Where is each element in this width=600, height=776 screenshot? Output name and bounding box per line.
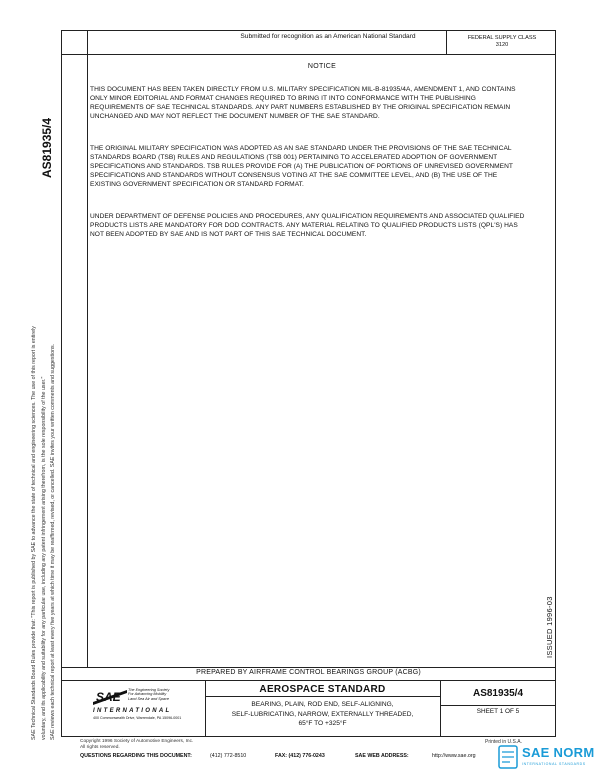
standard-type: AEROSPACE STANDARD xyxy=(259,684,386,695)
federal-supply-class-label: FEDERAL SUPPLY CLASS xyxy=(467,35,537,41)
sae-tagline-line: The Engineering Society xyxy=(128,688,170,692)
header-divider xyxy=(61,54,556,55)
notice-title: NOTICE xyxy=(307,63,337,70)
part-title-line: SELF-LUBRICATING, NARROW, EXTERNALLY THREADED, xyxy=(231,710,414,718)
docnum-divider xyxy=(440,705,556,706)
prepared-by: PREPARED BY AIRFRAME CONTROL BEARINGS GROUP (ACBG) xyxy=(196,669,421,676)
sae-tagline xyxy=(128,688,188,701)
questions-label: QUESTIONS REGARDING THIS DOCUMENT: xyxy=(80,753,192,759)
prepared-divider-top xyxy=(61,667,556,668)
sae-tagline-line: Land Sea Air and Space xyxy=(128,696,170,701)
sae-international: INTERNATIONAL xyxy=(93,708,172,714)
sheet-number: SHEET 1 OF 5 xyxy=(476,708,520,715)
part-title-line: BEARING, PLAIN, ROD END, SELF-ALIGNING, xyxy=(251,701,394,708)
part-title xyxy=(207,700,438,729)
page-frame xyxy=(61,30,556,737)
federal-supply-class xyxy=(450,35,554,49)
web-address-link[interactable]: http://www.sae.org xyxy=(432,753,476,759)
side-disclaimer xyxy=(30,200,59,740)
questions-phone: (412) 772-8510 xyxy=(210,753,247,759)
side-divider xyxy=(87,30,88,667)
sae-logo xyxy=(93,688,127,706)
prepared-divider-bottom xyxy=(61,680,556,681)
notice-paragraph-3: UNDER DEPARTMENT OF DEFENSE POLICIES AND PROCEDURES, ANY QUALIFICATION REQUIREMENTS AND ASSOCIATED QUALIFIED PRODUCTS LISTS ARE MANDATORY FOR DOD CONTRACTS. ANY MATERIAL RELATING TO QUALIFIED PRODUCTS LISTS (QPL'S) HAS NOT BEEN ADOPTED BY SAE AND IS NOT PART OF THIS SAE TECHNICAL DOCUMENT. xyxy=(90,213,525,239)
disclaimer-line: voluntary, and its applicability and suitability for any particular use, including any patent infringement arising therefrom, is the sole responsibility of the user." xyxy=(40,376,47,740)
notice-paragraph-2: THE ORIGINAL MILITARY SPECIFICATION WAS ADOPTED AS AN SAE STANDARD UNDER THE PROVISIONS OF THE SAE TECHNICAL STANDARDS BOARD (TSB) RULES AND REGULATIONS (TSB 001) PERTAINING TO ACCELERATED ADOPTION OF GOVERNMENT SPECIFICATIONS AND STANDARDS. TSB RULES PROVIDE FOR (A) THE PUBLICATION OF PORTIONS OF UNREVISED GOVERNMENT SPECIFICATIONS AND STANDARDS WITHOUT CONSENSUS VOTING AT THE SAE COMMITTEE LEVEL, AND (B) THE USE OF THE EXISTING GOVERNMENT SPECIFICATION OR STANDARD FORMAT. xyxy=(90,145,513,189)
fax-number: FAX: (412) 776-0243 xyxy=(275,753,325,759)
disclaimer-line: SAE Technical Standards Board Rules provide that: "This report is published by SAE to advance the state of technical and engineering sciences. The use of this report is entirely xyxy=(31,326,37,740)
copyright-line: All rights reserved. xyxy=(80,745,120,751)
watermark-text: SAE NORM xyxy=(522,745,595,760)
watermark-subtext: INTERNATIONAL STANDARDS xyxy=(522,762,586,766)
sae-tagline-line: For Advancing Mobility xyxy=(128,692,167,697)
copyright-line: Copyright 1996 Society of Automotive Engineers, Inc. xyxy=(80,739,194,744)
side-doc-id: AS81935/4 xyxy=(40,117,54,178)
doc-number: AS81935/4 xyxy=(472,688,524,699)
notice-paragraph-1: THIS DOCUMENT HAS BEEN TAKEN DIRECTLY FROM U.S. MILITARY SPECIFICATION MIL-B-81935/4A, AMENDMENT 1, AND CONTAINS ONLY MINOR EDITORIAL AND FORMAT CHANGES REQUIRED TO BRING IT INTO CONFORMANCE WITH THE PUBLISHING REQUIREMENTS OF SAE TECHNICAL STANDARDS. ANY PART NUMBERS ESTABLISHED BY THE ORIGINAL SPECIFICATION REMAIN UNCHANGED AND MAY NOT REFLECT THE DOCUMENT NUMBER OF THE SAE STANDARD. xyxy=(90,86,516,121)
web-address-label: SAE WEB ADDRESS: xyxy=(355,753,409,759)
title-block-divider-mid xyxy=(205,696,440,697)
disclaimer-line: SAE reviews each technical report at least every five years at which time it may be reaffirmed, revised, or cancelled. SAE invites your written comments and suggestions. xyxy=(50,343,56,740)
copyright xyxy=(80,739,380,751)
sae-address: 400 Commonwealth Drive, Warrendale, PA 15096-0001 xyxy=(93,716,182,720)
sae-logo-text: SAE xyxy=(96,690,121,704)
part-title-line: 65°F TO +325°F xyxy=(298,720,347,727)
issued-date: ISSUED 1996-03 xyxy=(545,596,554,658)
submitted-statement: Submitted for recognition as an American National Standard xyxy=(240,33,416,40)
printed-in: Printed in U.S.A. xyxy=(485,739,522,745)
federal-supply-class-value: 3120 xyxy=(495,42,509,48)
